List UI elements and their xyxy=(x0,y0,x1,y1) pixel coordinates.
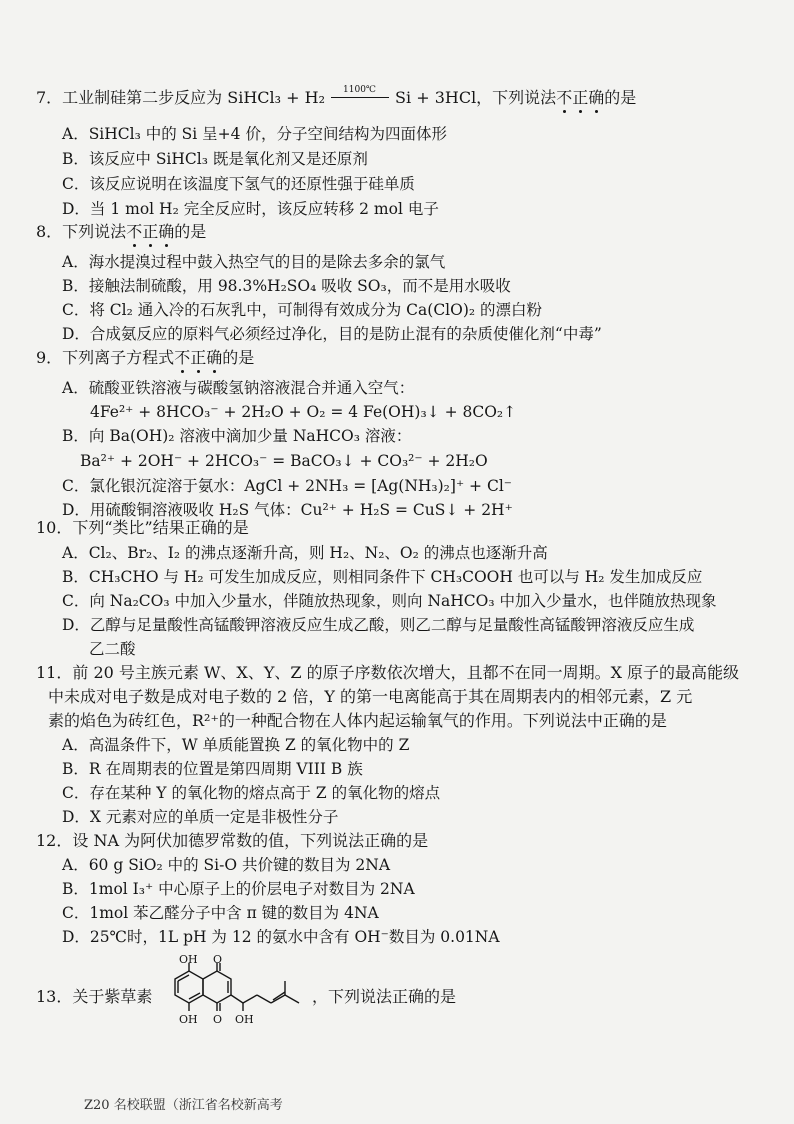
q9-option-a: A．硫酸亚铁溶液与碳酸氢钠溶液混合并通入空气： xyxy=(62,379,415,397)
q8-option-c: C．将 Cl₂ 通入冷的石灰乳中，可制得有效成分为 Ca(ClO)₂ 的漂白粉 xyxy=(62,301,543,319)
reaction-condition: 1100℃ xyxy=(343,85,377,95)
q7-stem-pre: 7．工业制硅第二步反应为 SiHCl₃ + H₂ xyxy=(36,88,326,107)
q8-option-d: D．合成氨反应的原料气必须经过净化，目的是防止混有的杂质使催化剂“中毒” xyxy=(62,325,602,343)
struct-oh-chain: OH xyxy=(235,1013,254,1026)
q13-stem-post: ，下列说法正确的是 xyxy=(312,987,457,1006)
q9-stem-tail: 的是 xyxy=(222,348,255,367)
q8-option-b: B．接触法制硫酸，用 98.3%H₂SO₄ 吸收 SO₃，而不是用水吸收 xyxy=(62,277,511,295)
q9-option-d: D．用硫酸铜溶液吸收 H₂S 气体：Cu²⁺ + H₂S = CuS↓ + 2H⁺ xyxy=(62,501,513,519)
q8-option-a: A．海水提溴过程中鼓入热空气的目的是除去多余的氯气 xyxy=(62,253,446,271)
q11-option-d: D．X 元素对应的单质一定是非极性分子 xyxy=(62,808,339,826)
reaction-arrow xyxy=(331,85,389,108)
q10-option-a: A．Cl₂、Br₂、I₂ 的沸点逐渐升高，则 H₂、N₂、O₂ 的沸点也逐渐升高 xyxy=(62,544,548,562)
q7-stem xyxy=(36,85,637,108)
q8-stem-pre: 8．下列说法 xyxy=(36,222,127,241)
q9-option-a-equation: 4Fe²⁺ + 8HCO₃⁻ + 2H₂O + O₂ = 4 Fe(OH)₃↓ + 8CO₂↑ xyxy=(90,403,517,421)
q12-option-a: A．60 g SiO₂ 中的 Si-O 共价键的数目为 2NA xyxy=(62,856,391,874)
q12-option-b: B．1mol I₃⁺ 中心原子上的价层电子对数目为 2NA xyxy=(62,880,415,898)
q12-stem: 12．设 NA 为阿伏加德罗常数的值，下列说法正确的是 xyxy=(36,831,429,850)
q8-emphasis: 不正确 xyxy=(126,222,175,241)
footer-text: Z20 名校联盟（浙江省名校新高考 xyxy=(84,1098,283,1113)
struct-oh-top: OH xyxy=(179,955,198,966)
q7-stem-post: Si + 3HCl，下列说法 xyxy=(395,88,557,107)
q11-stem-line1: 11．前 20 号主族元素 W、X、Y、Z 的原子序数依次增大，且都不在同一周期。X 原子的最高能级 xyxy=(36,663,740,682)
struct-oh-bottom: OH xyxy=(179,1013,198,1026)
q11-option-c: C．存在某种 Y 的氧化物的熔点高于 Z 的氧化物的熔点 xyxy=(62,784,441,802)
q9-option-c: C．氯化银沉淀溶于氨水：AgCl + 2NH₃ = [Ag(NH₃)₂]⁺ + Cl⁻ xyxy=(62,477,512,495)
q10-option-d-line1: D．乙醇与足量酸性高锰酸钾溶液反应生成乙酸，则乙二醇与足量酸性高锰酸钾溶液反应生成 xyxy=(62,616,695,634)
q11-stem-line2: 中未成对电子数是成对电子数的 2 倍，Y 的第一电离能高于其在周期表内的相邻元素，Z 元 xyxy=(48,687,693,706)
q9-stem xyxy=(36,348,254,368)
q10-option-c: C．向 Na₂CO₃ 中加入少量水，伴随放热现象，则向 NaHCO₃ 中加入少量水，也伴随放热现象 xyxy=(62,592,717,610)
q7-option-c: C．该反应说明在该温度下氢气的还原性强于硅单质 xyxy=(62,175,415,193)
q12-option-c: C．1mol 苯乙醛分子中含 π 键的数目为 4NA xyxy=(62,904,379,922)
q7-option-a: A．SiHCl₃ 中的 Si 呈+4 价，分子空间结构为四面体形 xyxy=(62,125,447,143)
q11-option-a: A．高温条件下，W 单质能置换 Z 的氧化物中的 Z xyxy=(62,736,410,754)
q7-stem-tail: 的是 xyxy=(604,88,637,107)
q11-option-b: B．R 在周期表的位置是第四周期 VIII B 族 xyxy=(62,760,363,778)
q10-option-d-line2: 乙二酸 xyxy=(89,640,136,658)
q10-stem: 10．下列“类比”结果正确的是 xyxy=(36,518,249,537)
q9-option-b: B．向 Ba(OH)₂ 溶液中滴加少量 NaHCO₃ 溶液： xyxy=(62,427,412,445)
struct-o-top: O xyxy=(213,955,223,966)
q13-stem-pre: 13．关于紫草素 xyxy=(36,987,153,1006)
q7-option-d: D．当 1 mol H₂ 完全反应时，该反应转移 2 mol 电子 xyxy=(62,200,439,218)
q7-option-b: B．该反应中 SiHCl₃ 既是氧化剂又是还原剂 xyxy=(62,150,368,168)
q11-stem-line3: 素的焰色为砖红色，R²⁺的一种配合物在人体内起运输氧气的作用。下列说法中正确的是 xyxy=(48,711,667,730)
q8-stem xyxy=(36,222,206,242)
struct-o-bottom: O xyxy=(213,1013,223,1026)
benzene-ring xyxy=(175,971,203,1003)
shikonin-structure xyxy=(155,955,315,1037)
q7-emphasis: 不正确 xyxy=(556,88,605,107)
q9-emphasis: 不正确 xyxy=(174,348,223,367)
q9-stem-pre: 9．下列离子方程式 xyxy=(36,348,175,367)
q9-option-b-equation: Ba²⁺ + 2OH⁻ + 2HCO₃⁻ = BaCO₃↓ + CO₃²⁻ + 2H₂O xyxy=(80,452,488,470)
q12-option-d: D．25℃时，1L pH 为 12 的氨水中含有 OH⁻数目为 0.01NA xyxy=(62,928,500,946)
quinone-ring xyxy=(203,971,231,1003)
q8-stem-tail: 的是 xyxy=(174,222,207,241)
q10-option-b: B．CH₃CHO 与 H₂ 可发生加成反应，则相同条件下 CH₃COOH 也可以与 H₂ 发生加成反应 xyxy=(62,568,703,586)
